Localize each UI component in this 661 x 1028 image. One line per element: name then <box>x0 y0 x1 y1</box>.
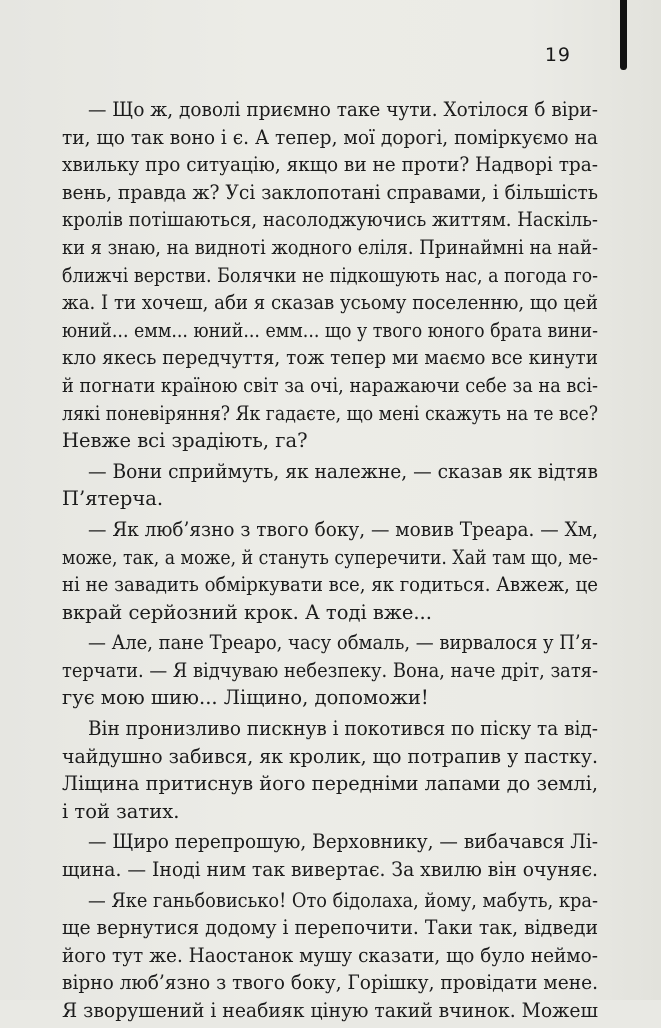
text-line: хвильку про ситуацію, якщо ви не проти? Надворі тра- <box>62 153 598 177</box>
paragraph <box>62 516 598 626</box>
text-line: юний... емм... юний... емм... що у твого юного брата вини- <box>62 318 598 342</box>
text-line: кролів потішаються, насолоджуючись життям. Наскіль- <box>62 208 598 232</box>
text-line: вень, правда ж? Усі заклопотані справами, і більшість <box>62 180 598 204</box>
text-line: — Щиро перепрошую, Верховнику, — вибачався Лі- <box>88 830 598 854</box>
paragraph <box>62 629 598 712</box>
body-text <box>62 96 598 1028</box>
text-line: ки я знаю, на видноті жодного еліля. Принаймні на най- <box>62 235 598 259</box>
page-number: 19 <box>544 44 571 66</box>
text-line: ще вернутися додому і перепочити. Таки так, відведи <box>62 916 598 940</box>
text-line: Ліщина притиснув його передніми лапами до землі, <box>62 772 598 796</box>
text-line: ні не завадить обміркувати все, як годиться. Авжеж, це <box>62 573 598 597</box>
text-line: вкрай серйозний крок. А тоді вже... <box>62 600 432 624</box>
text-line: кло якесь передчуття, тож тепер ми маємо все кинути <box>62 346 598 370</box>
text-line: гує мою шию... Ліщино, допоможи! <box>62 686 429 710</box>
text-line: Невже всі зрадіють, га? <box>62 429 308 453</box>
text-line: терчати. — Я відчуваю небезпеку. Вона, наче дріт, затя- <box>62 658 598 682</box>
paragraph <box>62 887 598 1025</box>
text-line: ближчі верстви. Болячки не підкошують нас, а погода го- <box>62 263 598 287</box>
text-line: П’ятерча. <box>62 487 164 511</box>
text-line: може, так, а може, й стануть суперечити. Хай там що, ме- <box>62 545 598 569</box>
text-line: й погнати країною світ за очі, наражаючи себе за на всі- <box>62 373 598 397</box>
text-line: жа. І ти хочеш, аби я сказав усьому поселенню, що цей <box>62 291 598 315</box>
paragraph <box>62 96 598 455</box>
text-line: його тут же. Наостанок мушу сказати, що було неймо- <box>62 943 598 967</box>
paragraph <box>62 828 598 883</box>
text-line: — Вони сприймуть, як належне, — сказав як відтяв <box>88 459 598 483</box>
text-line: — Але, пане Треаро, часу обмаль, — вирвалося у П’я- <box>88 631 598 655</box>
paragraph <box>62 715 598 825</box>
page-edge-mark <box>620 0 627 70</box>
text-line: щина. — Іноді ним так вивертає. За хвилю він очуняє. <box>62 858 598 882</box>
text-line: чайдушно забився, як кролик, що потрапив у пастку. <box>62 744 598 768</box>
text-line: — Як люб’язно з твого боку, — мовив Треара. — Хм, <box>88 517 598 541</box>
text-line: лякі поневіряння? Як гадаєте, що мені скажуть на те все? <box>62 401 598 425</box>
paragraph <box>62 458 598 513</box>
text-line: ти, що так воно і є. А тепер, мої дорогі, поміркуємо на <box>62 125 598 149</box>
text-line: — Що ж, доволі приємно таке чути. Хотілося б віри- <box>88 98 598 121</box>
text-line: вірно люб’язно з твого боку, Горішку, провідати мене. <box>62 971 598 995</box>
text-line: — Яке ганьбовисько! Ото бідолаха, йому, мабуть, кра- <box>88 888 598 912</box>
text-line: і той затих. <box>62 799 180 823</box>
text-line: Я зворушений і неабияк ціную такий вчинок. Можеш <box>62 999 598 1022</box>
text-line: Він пронизливо пискнув і покотився по піску та від- <box>88 717 598 741</box>
